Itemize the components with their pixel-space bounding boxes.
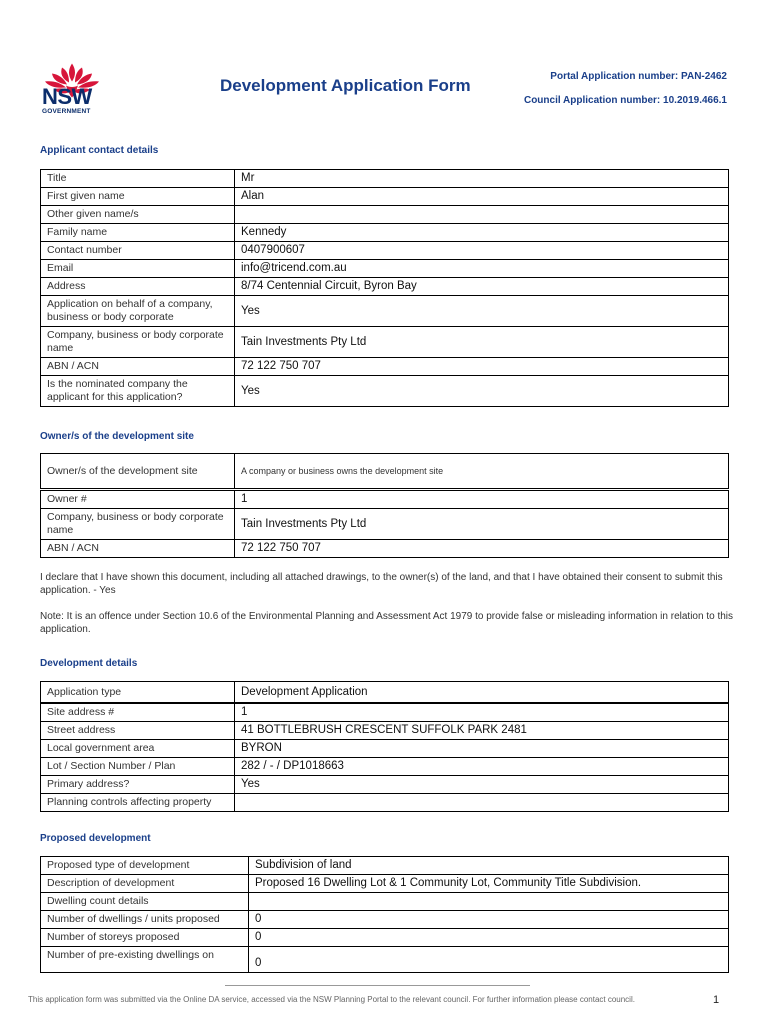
row-value: 1: [235, 704, 729, 722]
row-value: 41 BOTTLEBRUSH CRESCENT SUFFOLK PARK 2481: [235, 722, 729, 740]
table-row: [41, 740, 729, 758]
row-label: Company, business or body corporate name: [41, 509, 235, 540]
table-row: [41, 911, 729, 929]
table-row: [41, 170, 729, 188]
row-label: Local government area: [41, 740, 235, 758]
development-table: [40, 703, 729, 812]
table-row: [41, 682, 729, 703]
row-label: Owner/s of the development site: [41, 454, 235, 489]
row-value: 0407900607: [235, 242, 729, 260]
row-label: Application type: [41, 682, 235, 703]
proposed-table: [40, 856, 729, 973]
page-number: 1: [713, 994, 720, 1006]
table-row: [41, 929, 729, 947]
nsw-logo-subtext: GOVERNMENT: [42, 108, 91, 115]
row-value: 1: [235, 491, 729, 509]
row-value: 0: [249, 947, 729, 973]
table-row: [41, 327, 729, 358]
table-row: [41, 454, 729, 489]
table-row: [41, 376, 729, 407]
row-value: Development Application: [235, 682, 729, 703]
development-section-title: Development details: [40, 658, 138, 669]
row-value: BYRON: [235, 740, 729, 758]
table-row: [41, 540, 729, 558]
row-value: Subdivision of land: [249, 857, 729, 875]
table-row: [41, 758, 729, 776]
row-label: Proposed type of development: [41, 857, 249, 875]
row-value: Yes: [235, 776, 729, 794]
portal-application-number: Portal Application number: PAN-2462: [550, 71, 727, 82]
row-value: Yes: [235, 296, 729, 327]
table-row: [41, 509, 729, 540]
table-row: [41, 206, 729, 224]
row-label: Description of development: [41, 875, 249, 893]
row-value: A company or business owns the development site: [235, 454, 729, 489]
row-label: ABN / ACN: [41, 540, 235, 558]
row-value: info@tricend.com.au: [235, 260, 729, 278]
row-label: Primary address?: [41, 776, 235, 794]
row-label: Is the nominated company the applicant for this application?: [41, 376, 235, 407]
dwelling-count-heading: Dwelling count details: [41, 893, 249, 911]
row-value: Kennedy: [235, 224, 729, 242]
table-row: [41, 776, 729, 794]
form-title: Development Application Form: [220, 76, 471, 95]
footer-text: This application form was submitted via the Online DA service, accessed via the NSW Planning Portal to the relevant council. For further information please contact council.: [28, 995, 635, 1004]
table-row: [41, 296, 729, 327]
row-label: Lot / Section Number / Plan: [41, 758, 235, 776]
row-label: Street address: [41, 722, 235, 740]
row-label: Other given name/s: [41, 206, 235, 224]
row-value: Tain Investments Pty Ltd: [235, 509, 729, 540]
table-row: [41, 893, 729, 911]
offence-note: Note: It is an offence under Section 10.6 of the Environmental Planning and Assessment Act 1979 to provide false or misleading information in relation to this application.: [40, 611, 734, 635]
table-row: [41, 358, 729, 376]
row-label: Contact number: [41, 242, 235, 260]
row-value: Alan: [235, 188, 729, 206]
row-label: Owner #: [41, 491, 235, 509]
row-label: Number of storeys proposed: [41, 929, 249, 947]
row-label: Number of pre-existing dwellings on: [41, 947, 249, 973]
row-value: Mr: [235, 170, 729, 188]
table-row: [41, 722, 729, 740]
table-row: [41, 188, 729, 206]
applicant-section-title: Applicant contact details: [40, 145, 159, 156]
table-row: [41, 260, 729, 278]
table-row: [41, 224, 729, 242]
row-label: Email: [41, 260, 235, 278]
table-row: [41, 857, 729, 875]
table-row: [41, 491, 729, 509]
table-row: [41, 242, 729, 260]
row-value: 8/74 Centennial Circuit, Byron Bay: [235, 278, 729, 296]
row-value: Yes: [235, 376, 729, 407]
row-value: 0: [249, 911, 729, 929]
nsw-logo-text: NSW: [42, 84, 92, 109]
table-row: [41, 794, 729, 812]
footer-divider: [225, 985, 530, 986]
owners-header-table: [40, 453, 729, 489]
row-value: Tain Investments Pty Ltd: [235, 327, 729, 358]
row-value: 282 / - / DP1018663: [235, 758, 729, 776]
row-value: [235, 206, 729, 224]
row-label: Number of dwellings / units proposed: [41, 911, 249, 929]
row-value: [249, 893, 729, 911]
council-application-number: Council Application number: 10.2019.466.1: [523, 95, 727, 106]
proposed-section-title: Proposed development: [40, 833, 151, 844]
table-row: [41, 947, 729, 973]
row-label: Title: [41, 170, 235, 188]
row-label: Address: [41, 278, 235, 296]
row-label: Site address #: [41, 704, 235, 722]
row-label: Company, business or body corporate name: [41, 327, 235, 358]
owners-section-title: Owner/s of the development site: [40, 431, 194, 442]
declaration-text: I declare that I have shown this document, including all attached drawings, to the owner(s) of the land, and that I have obtained their consent to submit this application. - Yes: [40, 572, 723, 596]
row-value: 72 122 750 707: [235, 540, 729, 558]
application-type-table: [40, 681, 729, 703]
row-label: ABN / ACN: [41, 358, 235, 376]
row-label: Planning controls affecting property: [41, 794, 235, 812]
table-row: [41, 704, 729, 722]
row-value: Proposed 16 Dwelling Lot & 1 Community Lot, Community Title Subdivision.: [249, 875, 729, 893]
row-value: 0: [249, 929, 729, 947]
row-label: Application on behalf of a company, business or body corporate: [41, 296, 235, 327]
row-label: First given name: [41, 188, 235, 206]
row-label: Family name: [41, 224, 235, 242]
applicant-table: [40, 169, 729, 407]
owners-table: [40, 490, 729, 558]
row-value: [235, 794, 729, 812]
row-value: 72 122 750 707: [235, 358, 729, 376]
table-row: [41, 278, 729, 296]
table-row: [41, 875, 729, 893]
